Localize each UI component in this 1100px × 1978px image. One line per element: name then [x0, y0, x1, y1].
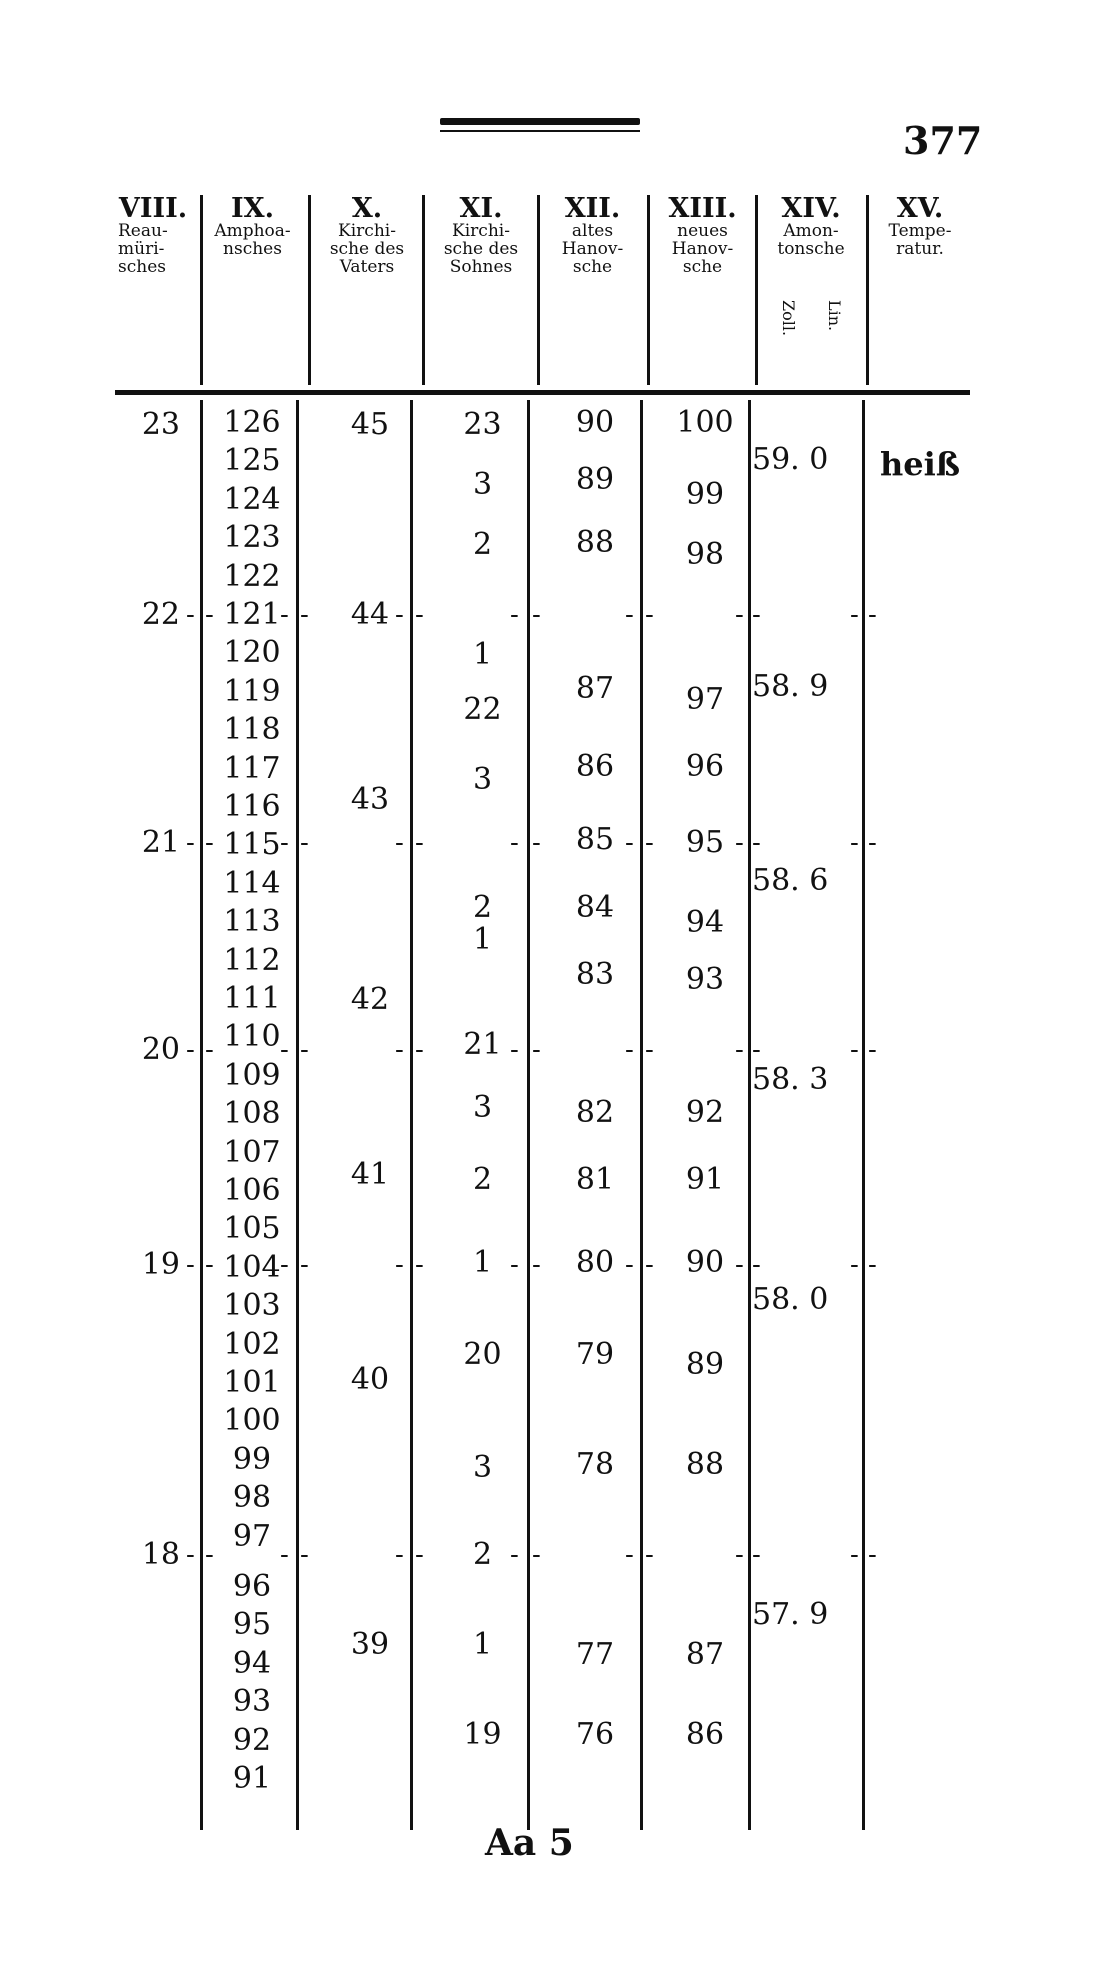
- amphoa-value: 126: [223, 405, 281, 440]
- leader-dash: -: [186, 1250, 195, 1280]
- column-header-x: [312, 195, 422, 277]
- amphoa-value: 112: [223, 943, 281, 978]
- neues-hanov-value: 86: [685, 1717, 725, 1752]
- amphoa-value: 95: [232, 1607, 272, 1642]
- leader-dash: -: [850, 1540, 859, 1570]
- amphoa-value: 94: [232, 1646, 272, 1681]
- amontons-value: 58. 0: [752, 1282, 829, 1317]
- leader-dash: -: [510, 1250, 519, 1280]
- leader-dash: -: [868, 828, 877, 858]
- leader-dash: -: [735, 1250, 744, 1280]
- amphoa-value: 115: [223, 827, 281, 862]
- kirch-vater-value: 41: [350, 1157, 390, 1192]
- header-column-rule: [647, 195, 650, 385]
- leader-dash: -: [850, 828, 859, 858]
- leader-dash: -: [625, 1250, 634, 1280]
- amphoa-value: 124: [223, 482, 281, 517]
- header-column-rule: [537, 195, 540, 385]
- leader-dash: -: [868, 600, 877, 630]
- amphoa-value: 98: [232, 1480, 272, 1515]
- kirch-sohn-value: 2: [472, 890, 493, 925]
- amphoa-value: 108: [223, 1096, 281, 1131]
- kirch-sohn-value: 3: [472, 1450, 493, 1485]
- leader-dash: -: [415, 1250, 424, 1280]
- leader-dash: -: [532, 600, 541, 630]
- leader-dash: -: [752, 600, 761, 630]
- column-header-xii: [540, 195, 645, 277]
- altes-hanov-value: 78: [575, 1447, 615, 1482]
- column-label: altes Hanov- sche: [561, 221, 624, 278]
- altes-hanov-value: 89: [575, 462, 615, 497]
- leader-dash: -: [280, 828, 289, 858]
- amphoa-value: 116: [223, 789, 281, 824]
- amphoa-value: 125: [223, 443, 281, 478]
- kirch-sohn-value: 20: [463, 1337, 502, 1372]
- header-column-rule: [200, 195, 203, 385]
- kirch-sohn-value: 19: [463, 1717, 502, 1752]
- neues-hanov-value: 90: [685, 1245, 725, 1280]
- amphoa-value: 110: [223, 1019, 281, 1054]
- kirch-sohn-value: 21: [463, 1027, 502, 1062]
- leader-dash: -: [625, 1540, 634, 1570]
- leader-dash: -: [645, 1540, 654, 1570]
- amphoa-value: 113: [223, 904, 281, 939]
- amphoa-value: 103: [223, 1288, 281, 1323]
- leader-dash: -: [280, 1540, 289, 1570]
- leader-dash: -: [415, 600, 424, 630]
- altes-hanov-value: 77: [575, 1637, 615, 1672]
- amphoa-value: 121: [223, 597, 281, 632]
- leader-dash: -: [300, 1540, 309, 1570]
- leader-dash: -: [186, 1540, 195, 1570]
- column-label: Amon- tonsche: [777, 221, 845, 260]
- altes-hanov-value: 88: [575, 525, 615, 560]
- kirch-sohn-value: 1: [472, 1245, 493, 1280]
- column-number: VIII.: [118, 193, 188, 224]
- neues-hanov-value: 98: [685, 537, 725, 572]
- column-header-xiii: [650, 195, 755, 277]
- altes-hanov-value: 80: [575, 1245, 615, 1280]
- neues-hanov-value: 92: [685, 1095, 725, 1130]
- header-rule-thin: [440, 130, 640, 132]
- amphoa-value: 92: [232, 1723, 272, 1758]
- neues-hanov-value: 91: [685, 1162, 725, 1197]
- leader-dash: -: [645, 1250, 654, 1280]
- amphoa-value: 101: [223, 1365, 281, 1400]
- amphoa-value: 117: [223, 751, 281, 786]
- altes-hanov-value: 79: [575, 1337, 615, 1372]
- column-label: Kirchi- sche des Sohnes: [443, 221, 519, 278]
- leader-dash: -: [186, 828, 195, 858]
- body-column-rule: [200, 400, 203, 1830]
- signature-mark: Aa 5: [485, 1822, 574, 1864]
- neues-hanov-value: 96: [685, 749, 725, 784]
- leader-dash: -: [186, 600, 195, 630]
- kirch-sohn-value: 1: [472, 1627, 493, 1662]
- neues-hanov-value: 100: [676, 405, 734, 440]
- leader-dash: -: [645, 600, 654, 630]
- leader-dash: -: [510, 600, 519, 630]
- kirch-sohn-value: 2: [472, 1537, 493, 1572]
- kirch-sohn-value: 3: [472, 762, 493, 797]
- kirch-vater-value: 40: [350, 1362, 390, 1397]
- leader-dash: -: [735, 600, 744, 630]
- leader-dash: -: [186, 1035, 195, 1065]
- neues-hanov-value: 95: [685, 825, 725, 860]
- amphoa-value: 123: [223, 520, 281, 555]
- leader-dash: -: [752, 828, 761, 858]
- kirch-sohn-value: 2: [472, 527, 493, 562]
- column-number: XII.: [564, 193, 621, 224]
- altes-hanov-value: 85: [575, 822, 615, 857]
- amphoa-value: 107: [223, 1135, 281, 1170]
- leader-dash: -: [395, 828, 404, 858]
- amontons-value: 58. 6: [752, 863, 829, 898]
- amontons-value: 58. 3: [752, 1062, 829, 1097]
- leader-dash: -: [868, 1540, 877, 1570]
- neues-hanov-value: 99: [685, 477, 725, 512]
- kirch-sohn-value: 2: [472, 1162, 493, 1197]
- column-header-viii: [118, 195, 188, 277]
- neues-hanov-value: 97: [685, 682, 725, 717]
- kirch-sohn-value: 1: [472, 637, 493, 672]
- kirch-vater-value: 44: [350, 597, 390, 632]
- leader-dash: -: [280, 1035, 289, 1065]
- amphoa-value: 91: [232, 1761, 272, 1796]
- altes-hanov-value: 90: [575, 405, 615, 440]
- leader-dash: -: [752, 1035, 761, 1065]
- leader-dash: -: [395, 600, 404, 630]
- neues-hanov-value: 88: [685, 1447, 725, 1482]
- altes-hanov-value: 81: [575, 1162, 615, 1197]
- reaumur-value: 22: [141, 597, 180, 632]
- altes-hanov-value: 87: [575, 671, 615, 706]
- kirch-sohn-value: 3: [472, 467, 493, 502]
- leader-dash: -: [735, 1540, 744, 1570]
- column-header-ix: [200, 195, 305, 259]
- leader-dash: -: [300, 1250, 309, 1280]
- leader-dash: -: [300, 1035, 309, 1065]
- column-header-xiv: [757, 195, 865, 385]
- altes-hanov-value: 83: [575, 957, 615, 992]
- column-number: IX.: [231, 193, 274, 224]
- amphoa-value: 105: [223, 1211, 281, 1246]
- column-label: Reau- müri- sches: [118, 221, 168, 278]
- leader-dash: -: [395, 1540, 404, 1570]
- reaumur-value: 18: [141, 1537, 180, 1572]
- leader-dash: -: [645, 828, 654, 858]
- amphoa-value: 114: [223, 866, 281, 901]
- leader-dash: -: [532, 1540, 541, 1570]
- leader-dash: -: [205, 828, 214, 858]
- leader-dash: -: [532, 1035, 541, 1065]
- leader-dash: -: [415, 828, 424, 858]
- amphoa-value: 118: [223, 712, 281, 747]
- column-number: XIII.: [668, 193, 737, 224]
- column-label: Kirchi- sche des Vaters: [329, 221, 405, 278]
- kirch-sohn-value: 3: [472, 1090, 493, 1125]
- leader-dash: -: [280, 1250, 289, 1280]
- column-number: X.: [351, 193, 383, 224]
- altes-hanov-value: 84: [575, 890, 615, 925]
- reaumur-value: 23: [141, 407, 180, 442]
- leader-dash: -: [395, 1250, 404, 1280]
- amphoa-value: 111: [223, 981, 281, 1016]
- header-column-rule: [308, 195, 311, 385]
- header-column-rule: [866, 195, 869, 385]
- leader-dash: -: [395, 1035, 404, 1065]
- amontons-value: 59. 0: [752, 442, 829, 477]
- column-header-xv: [870, 195, 970, 259]
- kirch-vater-value: 43: [350, 782, 390, 817]
- leader-dash: -: [850, 1250, 859, 1280]
- page-number: 377: [903, 118, 983, 163]
- column-number: XV.: [896, 193, 944, 224]
- amphoa-value: 100: [223, 1403, 281, 1438]
- leader-dash: -: [532, 1250, 541, 1280]
- amontons-sub-lin: Lin.: [824, 300, 844, 332]
- amphoa-value: 102: [223, 1327, 281, 1362]
- altes-hanov-value: 86: [575, 749, 615, 784]
- amphoa-value: 96: [232, 1569, 272, 1604]
- header-column-rule: [755, 195, 758, 385]
- kirch-sohn-value: 23: [463, 407, 502, 442]
- leader-dash: -: [532, 828, 541, 858]
- column-label: Amphoa- nsches: [214, 221, 291, 260]
- leader-dash: -: [735, 828, 744, 858]
- altes-hanov-value: 76: [575, 1717, 615, 1752]
- amphoa-value: 119: [223, 674, 281, 709]
- kirch-sohn-value: 1: [472, 922, 493, 957]
- leader-dash: -: [752, 1250, 761, 1280]
- leader-dash: -: [300, 600, 309, 630]
- amontons-value: 58. 9: [752, 669, 829, 704]
- amontons-sub-zoll: Zoll.: [778, 300, 798, 337]
- amphoa-value: 106: [223, 1173, 281, 1208]
- amphoa-value: 93: [232, 1684, 272, 1719]
- leader-dash: -: [205, 600, 214, 630]
- leader-dash: -: [510, 1035, 519, 1065]
- leader-dash: -: [625, 600, 634, 630]
- leader-dash: -: [415, 1035, 424, 1065]
- kirch-vater-value: 42: [350, 982, 390, 1017]
- leader-dash: -: [735, 1035, 744, 1065]
- header-separator: [115, 390, 970, 395]
- reaumur-value: 21: [141, 825, 180, 860]
- column-header-xi: [425, 195, 537, 277]
- reaumur-value: 20: [141, 1032, 180, 1067]
- header-rule: [440, 118, 640, 125]
- body-column-rule: [296, 400, 299, 1830]
- leader-dash: -: [625, 1035, 634, 1065]
- column-label: Tempe- ratur.: [888, 221, 952, 260]
- neues-hanov-value: 94: [685, 905, 725, 940]
- amphoa-value: 120: [223, 635, 281, 670]
- header-column-rule: [422, 195, 425, 385]
- kirch-vater-value: 39: [350, 1627, 390, 1662]
- leader-dash: -: [850, 600, 859, 630]
- temperature-label: heiß: [880, 445, 961, 483]
- leader-dash: -: [625, 828, 634, 858]
- neues-hanov-value: 93: [685, 962, 725, 997]
- altes-hanov-value: 82: [575, 1095, 615, 1130]
- amphoa-value: 97: [232, 1519, 272, 1554]
- leader-dash: -: [510, 828, 519, 858]
- kirch-vater-value: 45: [350, 407, 390, 442]
- leader-dash: -: [300, 828, 309, 858]
- leader-dash: -: [205, 1540, 214, 1570]
- column-number: XI.: [459, 193, 503, 224]
- leader-dash: -: [868, 1035, 877, 1065]
- leader-dash: -: [510, 1540, 519, 1570]
- leader-dash: -: [415, 1540, 424, 1570]
- amphoa-value: 109: [223, 1058, 281, 1093]
- neues-hanov-value: 87: [685, 1637, 725, 1672]
- leader-dash: -: [868, 1250, 877, 1280]
- column-number: XIV.: [781, 193, 841, 224]
- leader-dash: -: [280, 600, 289, 630]
- leader-dash: -: [850, 1035, 859, 1065]
- leader-dash: -: [205, 1035, 214, 1065]
- leader-dash: -: [645, 1035, 654, 1065]
- amontons-value: 57. 9: [752, 1597, 829, 1632]
- amphoa-value: 104: [223, 1250, 281, 1285]
- leader-dash: -: [752, 1540, 761, 1570]
- column-label: neues Hanov- sche: [671, 221, 734, 278]
- amphoa-value: 99: [232, 1442, 272, 1477]
- amphoa-value: 122: [223, 559, 281, 594]
- reaumur-value: 19: [141, 1247, 180, 1282]
- leader-dash: -: [205, 1250, 214, 1280]
- neues-hanov-value: 89: [685, 1347, 725, 1382]
- kirch-sohn-value: 22: [463, 692, 502, 727]
